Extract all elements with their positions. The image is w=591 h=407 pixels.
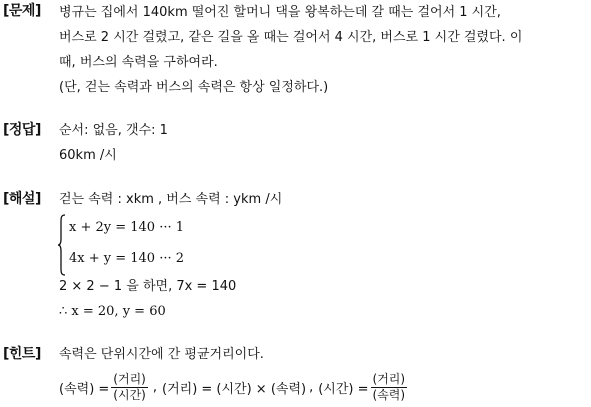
problem-line-2: 버스로 2 시간 걸렸고, 같은 길을 올 때는 걸어서 4 시간, 버스로 1 시간 걸렸다. 이	[59, 30, 523, 45]
explanation-intro: 걷는 속력 : xkm , 버스 속력 : ykm /시	[59, 192, 283, 207]
speed-fraction	[111, 372, 148, 403]
formula-separator-1: ,	[152, 379, 157, 395]
explanation-step: 2 × 2 − 1 을 하면, 7x = 140	[59, 279, 237, 294]
problem-line-3: 때, 버스의 속력을 구하여라.	[59, 55, 218, 70]
explanation-result: ∴ x = 20, y = 60	[59, 304, 166, 319]
hint-line: 속력은 단위시간에 간 평균거리이다.	[59, 347, 264, 362]
speed-formula-left: (속력) =	[59, 381, 110, 397]
problem-tag: [문제]	[3, 3, 41, 19]
time-fraction	[371, 372, 408, 403]
left-brace-icon	[57, 214, 67, 276]
hint-tag: [힌트]	[3, 346, 41, 362]
problem-line-4: (단, 걷는 속력과 버스의 속력은 항상 일정하다.)	[59, 80, 329, 95]
time-fraction-denominator: (속력)	[372, 387, 406, 402]
equation-1: x + 2y = 140 ··· 1	[69, 220, 185, 235]
equation-2: 4x + y = 140 ··· 2	[69, 251, 185, 266]
answer-order-count: 순서: 없음, 갯수: 1	[59, 123, 168, 138]
equation-system	[59, 212, 589, 274]
hint-formulas	[59, 367, 589, 407]
distance-formula: (거리) = (시간) × (속력)	[162, 381, 307, 397]
speed-fraction-denominator: (시간)	[113, 387, 146, 402]
time-fraction-numerator: (거리)	[372, 371, 406, 386]
time-formula-left: (시간) =	[318, 381, 369, 397]
answer-value: 60km /시	[59, 148, 117, 163]
hint-body	[59, 342, 589, 407]
answer-tag: [정답]	[3, 122, 41, 138]
problem-line-1: 병규는 집에서 140km 떨어진 할머니 댁을 왕복하는데 갈 때는 걸어서 1 시간,	[59, 5, 501, 20]
explanation-tag: [해설]	[3, 191, 41, 207]
speed-fraction-numerator: (거리)	[113, 371, 146, 386]
explanation-body	[59, 187, 589, 324]
answer-body	[59, 118, 589, 168]
formula-separator-2: ,	[309, 379, 314, 395]
problem-body	[59, 0, 589, 100]
